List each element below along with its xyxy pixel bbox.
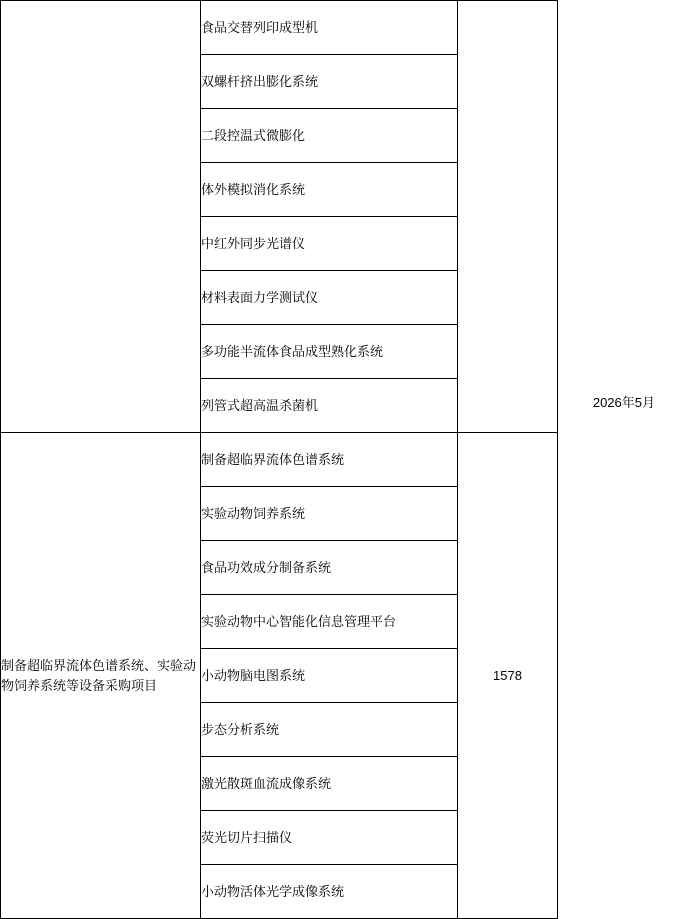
item-name-cell: 多功能半流体食品成型熟化系统 <box>201 325 458 379</box>
amount-cell-2: 1578 <box>458 433 558 919</box>
project-name-cell-2: 制备超临界流体色谱系统、实验动物饲养系统等设备采购项目 <box>1 433 201 919</box>
item-name-cell: 实验动物饲养系统 <box>201 487 458 541</box>
item-name-cell: 制备超临界流体色谱系统 <box>201 433 458 487</box>
item-name-cell: 小动物脑电图系统 <box>201 649 458 703</box>
item-name-cell: 二段控温式微膨化 <box>201 109 458 163</box>
item-name-cell: 列管式超高温杀菌机 <box>201 379 458 433</box>
project-name-cell-1 <box>1 1 201 433</box>
date-note: 2026年5月 <box>592 395 655 410</box>
item-name-cell: 小动物活体光学成像系统 <box>201 865 458 919</box>
item-name-cell: 双螺杆挤出膨化系统 <box>201 55 458 109</box>
item-name-cell: 激光散斑血流成像系统 <box>201 757 458 811</box>
item-name-cell: 食品功效成分制备系统 <box>201 541 458 595</box>
item-name-cell: 中红外同步光谱仪 <box>201 217 458 271</box>
item-name-cell: 食品交替列印成型机 <box>201 1 458 55</box>
item-name-cell: 实验动物中心智能化信息管理平台 <box>201 595 458 649</box>
item-name-cell: 步态分析系统 <box>201 703 458 757</box>
item-name-cell: 体外模拟消化系统 <box>201 163 458 217</box>
table-body <box>1 1 558 919</box>
item-name-cell: 荧光切片扫描仪 <box>201 811 458 865</box>
table-row <box>1 1 558 55</box>
amount-cell-1 <box>458 1 558 433</box>
item-name-cell: 材料表面力学测试仪 <box>201 271 458 325</box>
table-row <box>1 433 558 487</box>
